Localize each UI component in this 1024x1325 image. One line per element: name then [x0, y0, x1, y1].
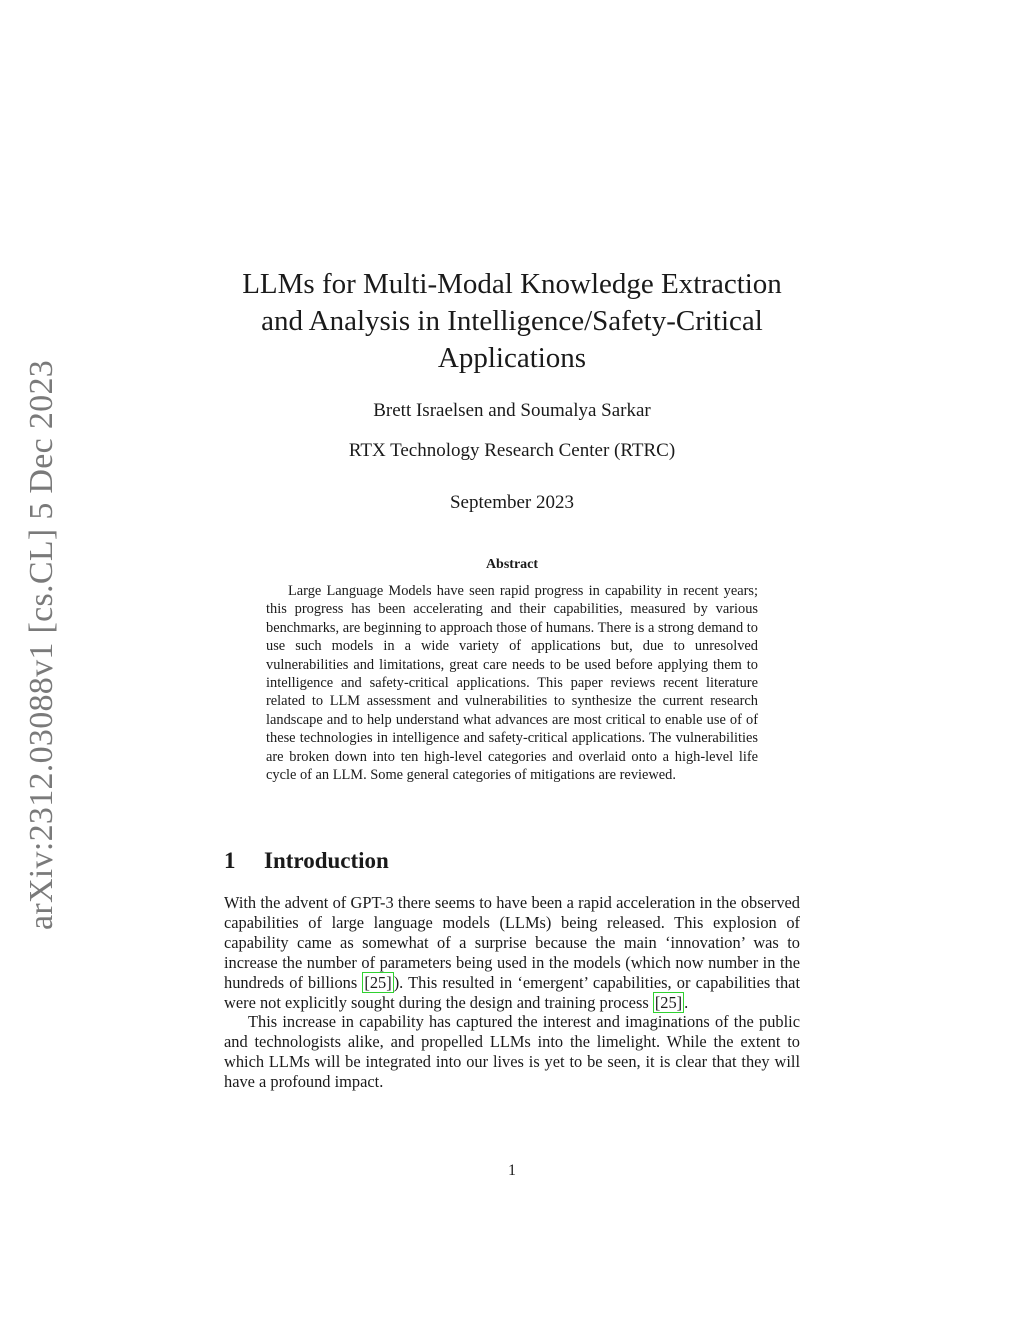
abstract-text: Large Language Models have seen rapid progress in capability in recent years; this progress has been accelerating and their capabilities, measured by various benchmarks, are beginning to approach those of humans. There is a strong demand to use such models in a wide variety of applications but, due to unresolved vulnerabilities and limitations, great care needs to be used before applying them to intelligence and safety-critical applications. This paper reviews recent literature related to LLM assessment and vulnerabilities to synthesize the current research landscape and to help understand what advances are most critical to enable use of of these technologies in intelligence and safety-critical applications. The vulnerabilities are broken down into ten high-level categories and overlaid onto a high-level life cycle of an LLM. Some general categories of mitigations are reviewed.	[266, 583, 758, 784]
paragraph	[224, 893, 800, 1012]
authors: Brett Israelsen and Soumalya Sarkar	[373, 400, 651, 421]
arxiv-identifier-stamp: arXiv:2312.03088v1 [cs.CL] 5 Dec 2023	[23, 359, 60, 931]
paragraph-text: ). This resulted in ‘emergent’ capabilities, or capabilities that were not explicitly sought during the design and training process	[224, 972, 800, 1012]
citation-link[interactable]: [25]	[364, 972, 392, 992]
paragraph-text: .	[684, 992, 689, 1012]
citation-link[interactable]: [25]	[654, 992, 683, 1012]
section-heading	[224, 848, 389, 874]
section-title: Introduction	[264, 848, 389, 873]
title-line: and Analysis in Intelligence/Safety-Critical	[261, 305, 763, 337]
paragraph: This increase in capability has captured the interest and imaginations of the public and technologists alike, and propelled LLMs into the limelight. While the extent to which LLMs will be integrated into our lives is yet to be seen, it is clear that they will have a profound impact.	[224, 1012, 800, 1092]
publication-date: September 2023	[449, 492, 574, 513]
paragraph-text: With the advent of GPT-3 there seems to have been a rapid acceleration in the observed capabilities of large language models (LLMs) being released. This explosion of capability came as somewhat of a surprise because the main ‘innovation’ was to increase the number of parameters being used in the models (which now number in the hundreds of billions	[224, 893, 800, 992]
paper-title	[200, 266, 824, 377]
section-number: 1	[224, 848, 236, 873]
title-line: LLMs for Multi-Modal Knowledge Extraction	[242, 268, 782, 300]
title-line: Applications	[437, 342, 587, 374]
abstract-heading: Abstract	[485, 557, 539, 572]
affiliation: RTX Technology Research Center (RTRC)	[348, 440, 676, 461]
section-body	[224, 893, 800, 1092]
page-number: 1	[508, 1162, 516, 1179]
